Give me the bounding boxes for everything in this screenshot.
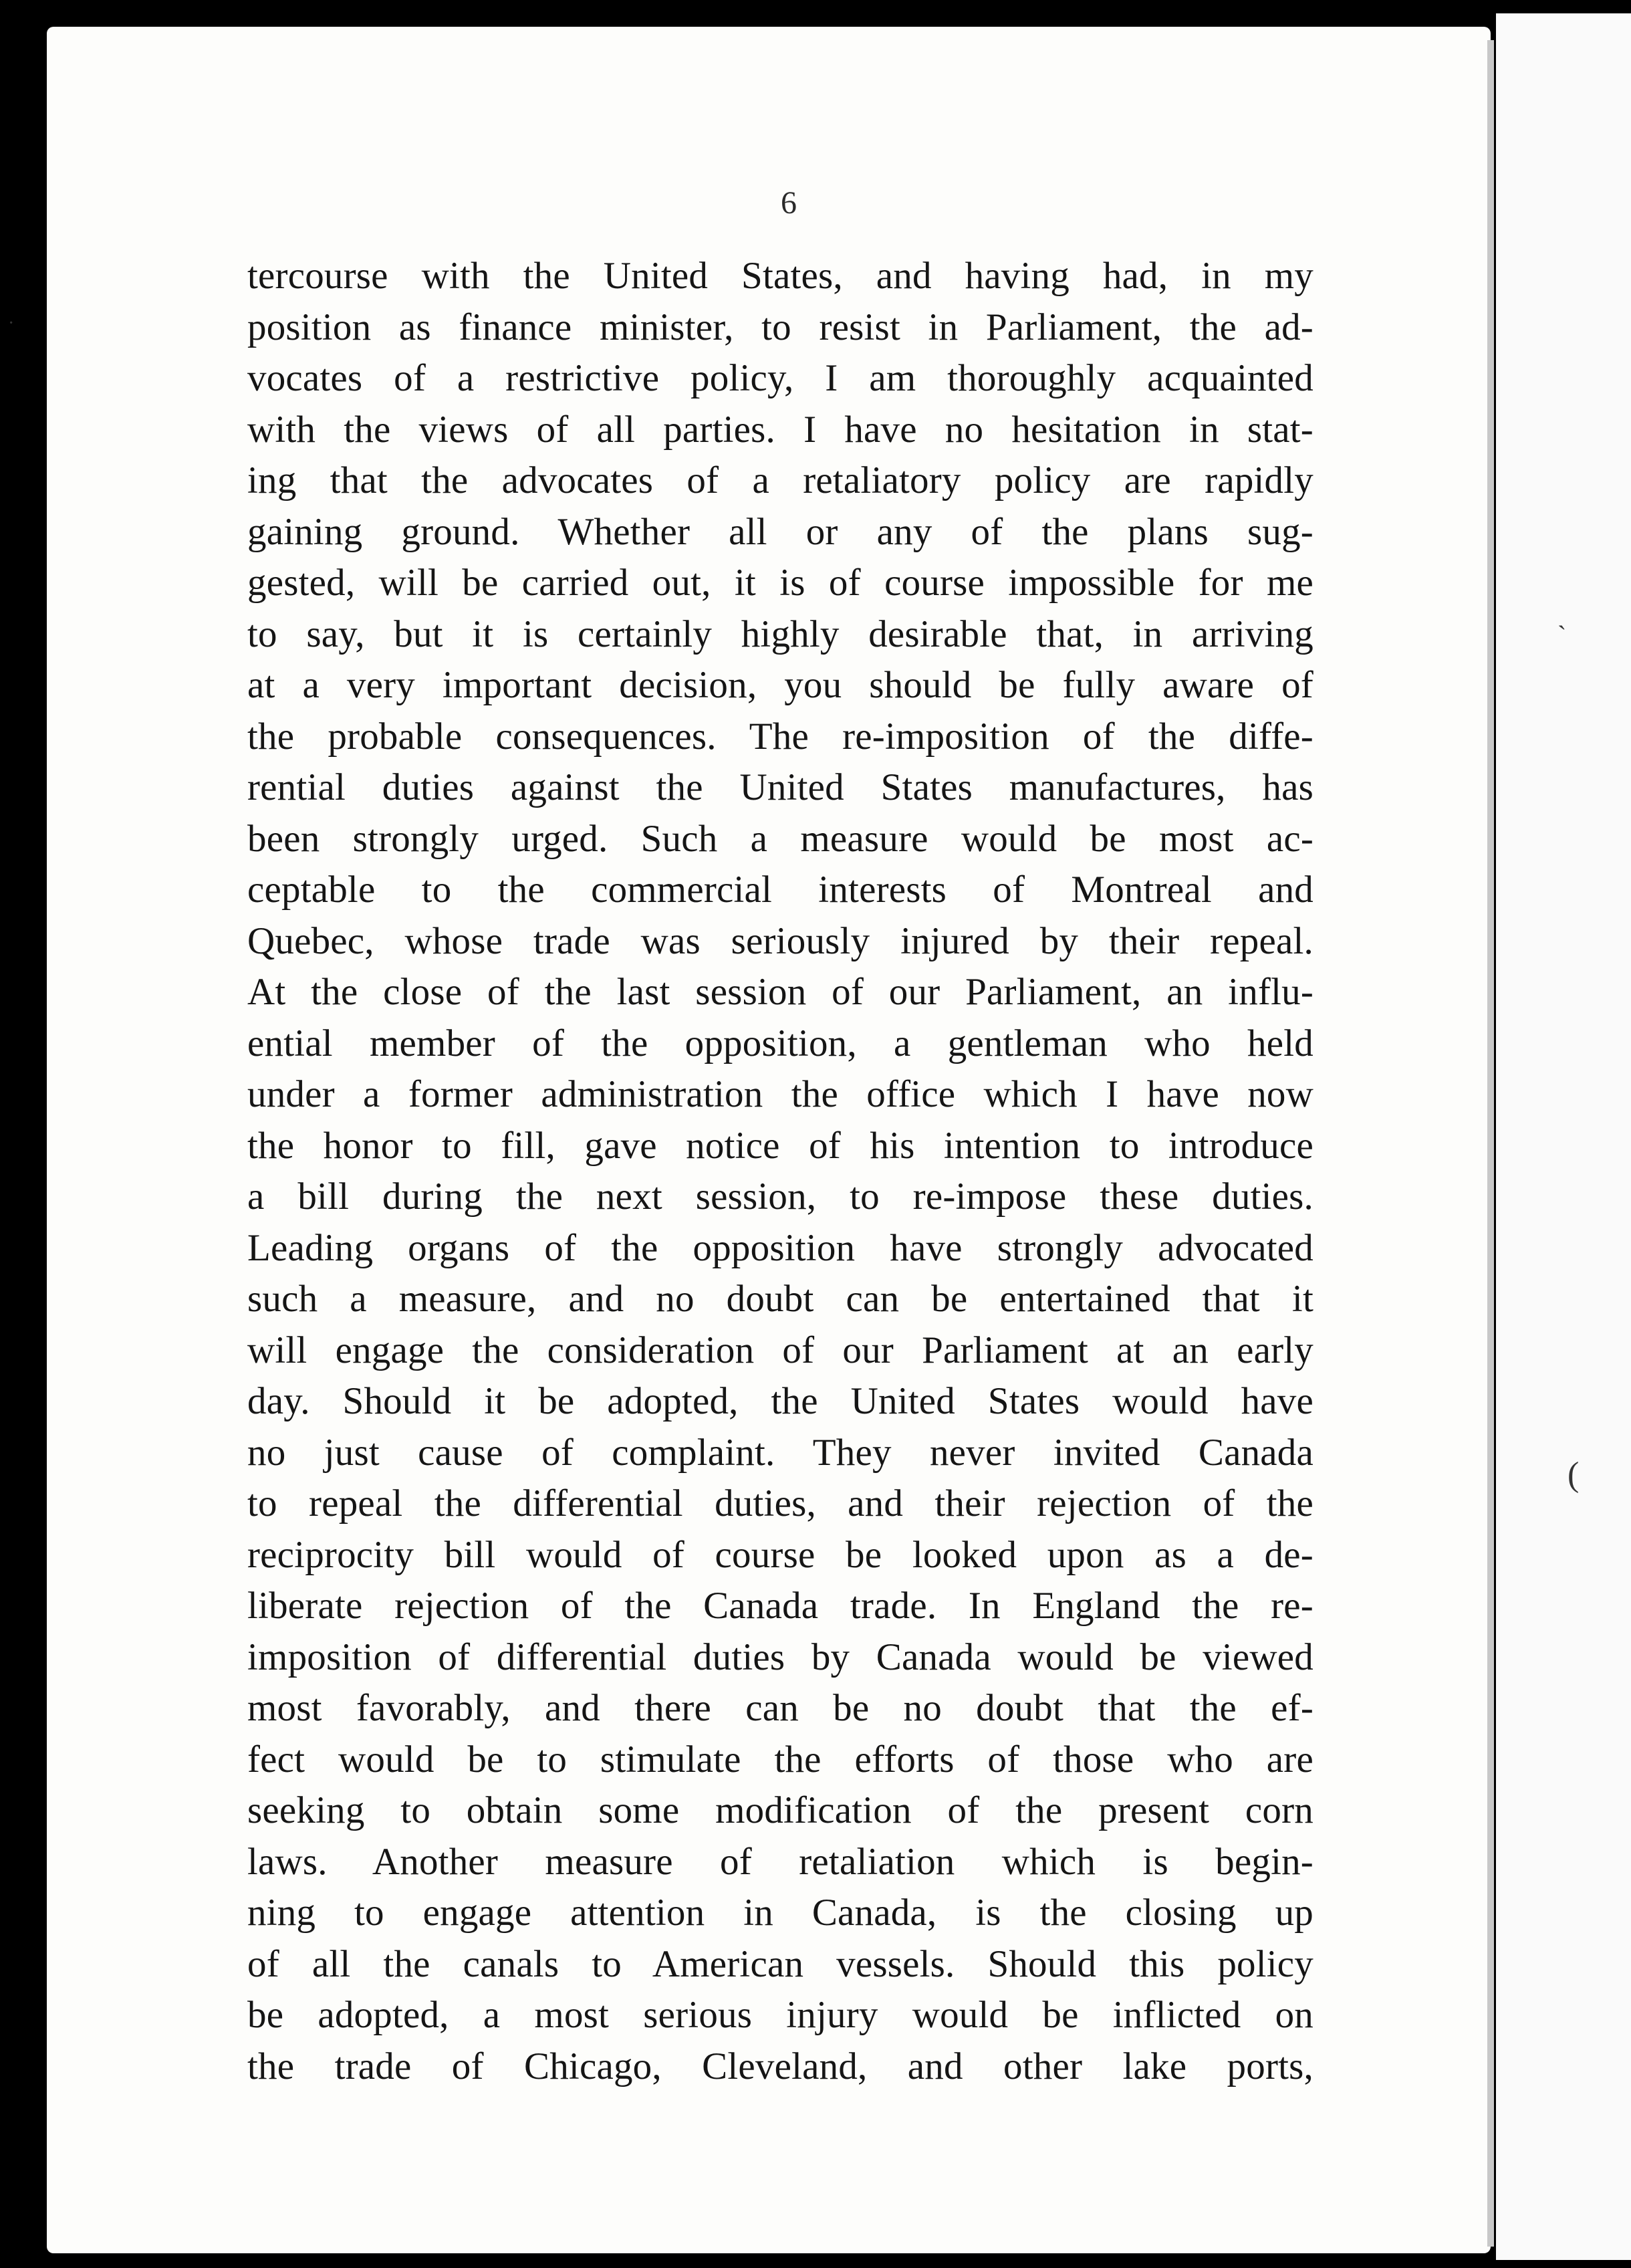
text-line: most favorably, and there can be no doubt that the ef- [247, 1687, 1313, 1729]
text-line: vocates of a restrictive policy, I am thoroughly acquainted [247, 357, 1313, 399]
text-line: will engage the consideration of our Parliament at an early [247, 1329, 1313, 1371]
text-line: ential member of the opposition, a gentleman who held [247, 1022, 1313, 1064]
margin-speck: ( [1567, 1456, 1580, 1494]
text-line: liberate rejection of the Canada trade. In England the re- [247, 1585, 1313, 1627]
body-text [247, 251, 1313, 2092]
text-line: be adopted, a most serious injury would be inflicted on [247, 1994, 1313, 2036]
text-line: reciprocity bill would of course be looked upon as a de- [247, 1533, 1313, 1576]
text-line: the honor to fill, gave notice of his intention to introduce [247, 1124, 1313, 1167]
text-line: At the close of the last session of our Parliament, an influ- [247, 971, 1313, 1013]
text-line: to repeal the differential duties, and their rejection of the [247, 1482, 1313, 1524]
text-line: been strongly urged. Such a measure would be most ac- [247, 817, 1313, 860]
text-line: imposition of differential duties by Canada would be viewed [247, 1635, 1313, 1678]
text-line: Leading organs of the opposition have strongly advocated [247, 1226, 1313, 1269]
text-line: no just cause of complaint. They never invited Canada [247, 1431, 1313, 1474]
adjacent-page-strip [1496, 13, 1631, 2260]
text-line: a bill during the next session, to re-impose these duties. [247, 1175, 1313, 1218]
page-gutter-shadow [1487, 40, 1494, 2247]
text-line: tercourse with the United States, and having had, in my [247, 255, 1313, 297]
text-line: gaining ground. Whether all or any of the plans sug- [247, 510, 1313, 553]
margin-speck: · [8, 313, 15, 334]
text-line: the trade of Chicago, Cleveland, and other lake ports, [247, 2045, 1313, 2087]
text-line: ning to engage attention in Canada, is the closing up [247, 1892, 1313, 1934]
text-line: ceptable to the commercial interests of Montreal and [247, 869, 1313, 911]
book-page [47, 27, 1491, 2253]
margin-speck: ˎ [1557, 600, 1567, 630]
text-line: under a former administration the office which I have now [247, 1073, 1313, 1115]
text-line: day. Should it be adopted, the United States would have [247, 1380, 1313, 1422]
text-line: with the views of all parties. I have no hesitation in stat- [247, 408, 1313, 451]
text-line: gested, will be carried out, it is of course impossible for me [247, 562, 1313, 604]
text-line: ing that the advocates of a retaliatory policy are rapidly [247, 459, 1313, 501]
text-line: laws. Another measure of retaliation which is begin- [247, 1840, 1313, 1883]
text-line: of all the canals to American vessels. Should this policy [247, 1942, 1313, 1985]
text-line: the probable consequences. The re-imposition of the diffe- [247, 715, 1313, 758]
text-line: seeking to obtain some modification of the present corn [247, 1789, 1313, 1831]
text-line: fect would be to stimulate the efforts of those who are [247, 1738, 1313, 1781]
text-line: position as finance minister, to resist in Parliament, the ad- [247, 306, 1313, 348]
text-line: at a very important decision, you should be fully aware of [247, 664, 1313, 706]
text-line: rential duties against the United States manufactures, has [247, 766, 1313, 808]
text-line: to say, but it is certainly highly desirable that, in arriving [247, 612, 1313, 655]
text-line: such a measure, and no doubt can be entertained that it [247, 1278, 1313, 1320]
text-line: Quebec, whose trade was seriously injured by their repeal. [247, 919, 1313, 962]
page-number: 6 [781, 185, 797, 221]
